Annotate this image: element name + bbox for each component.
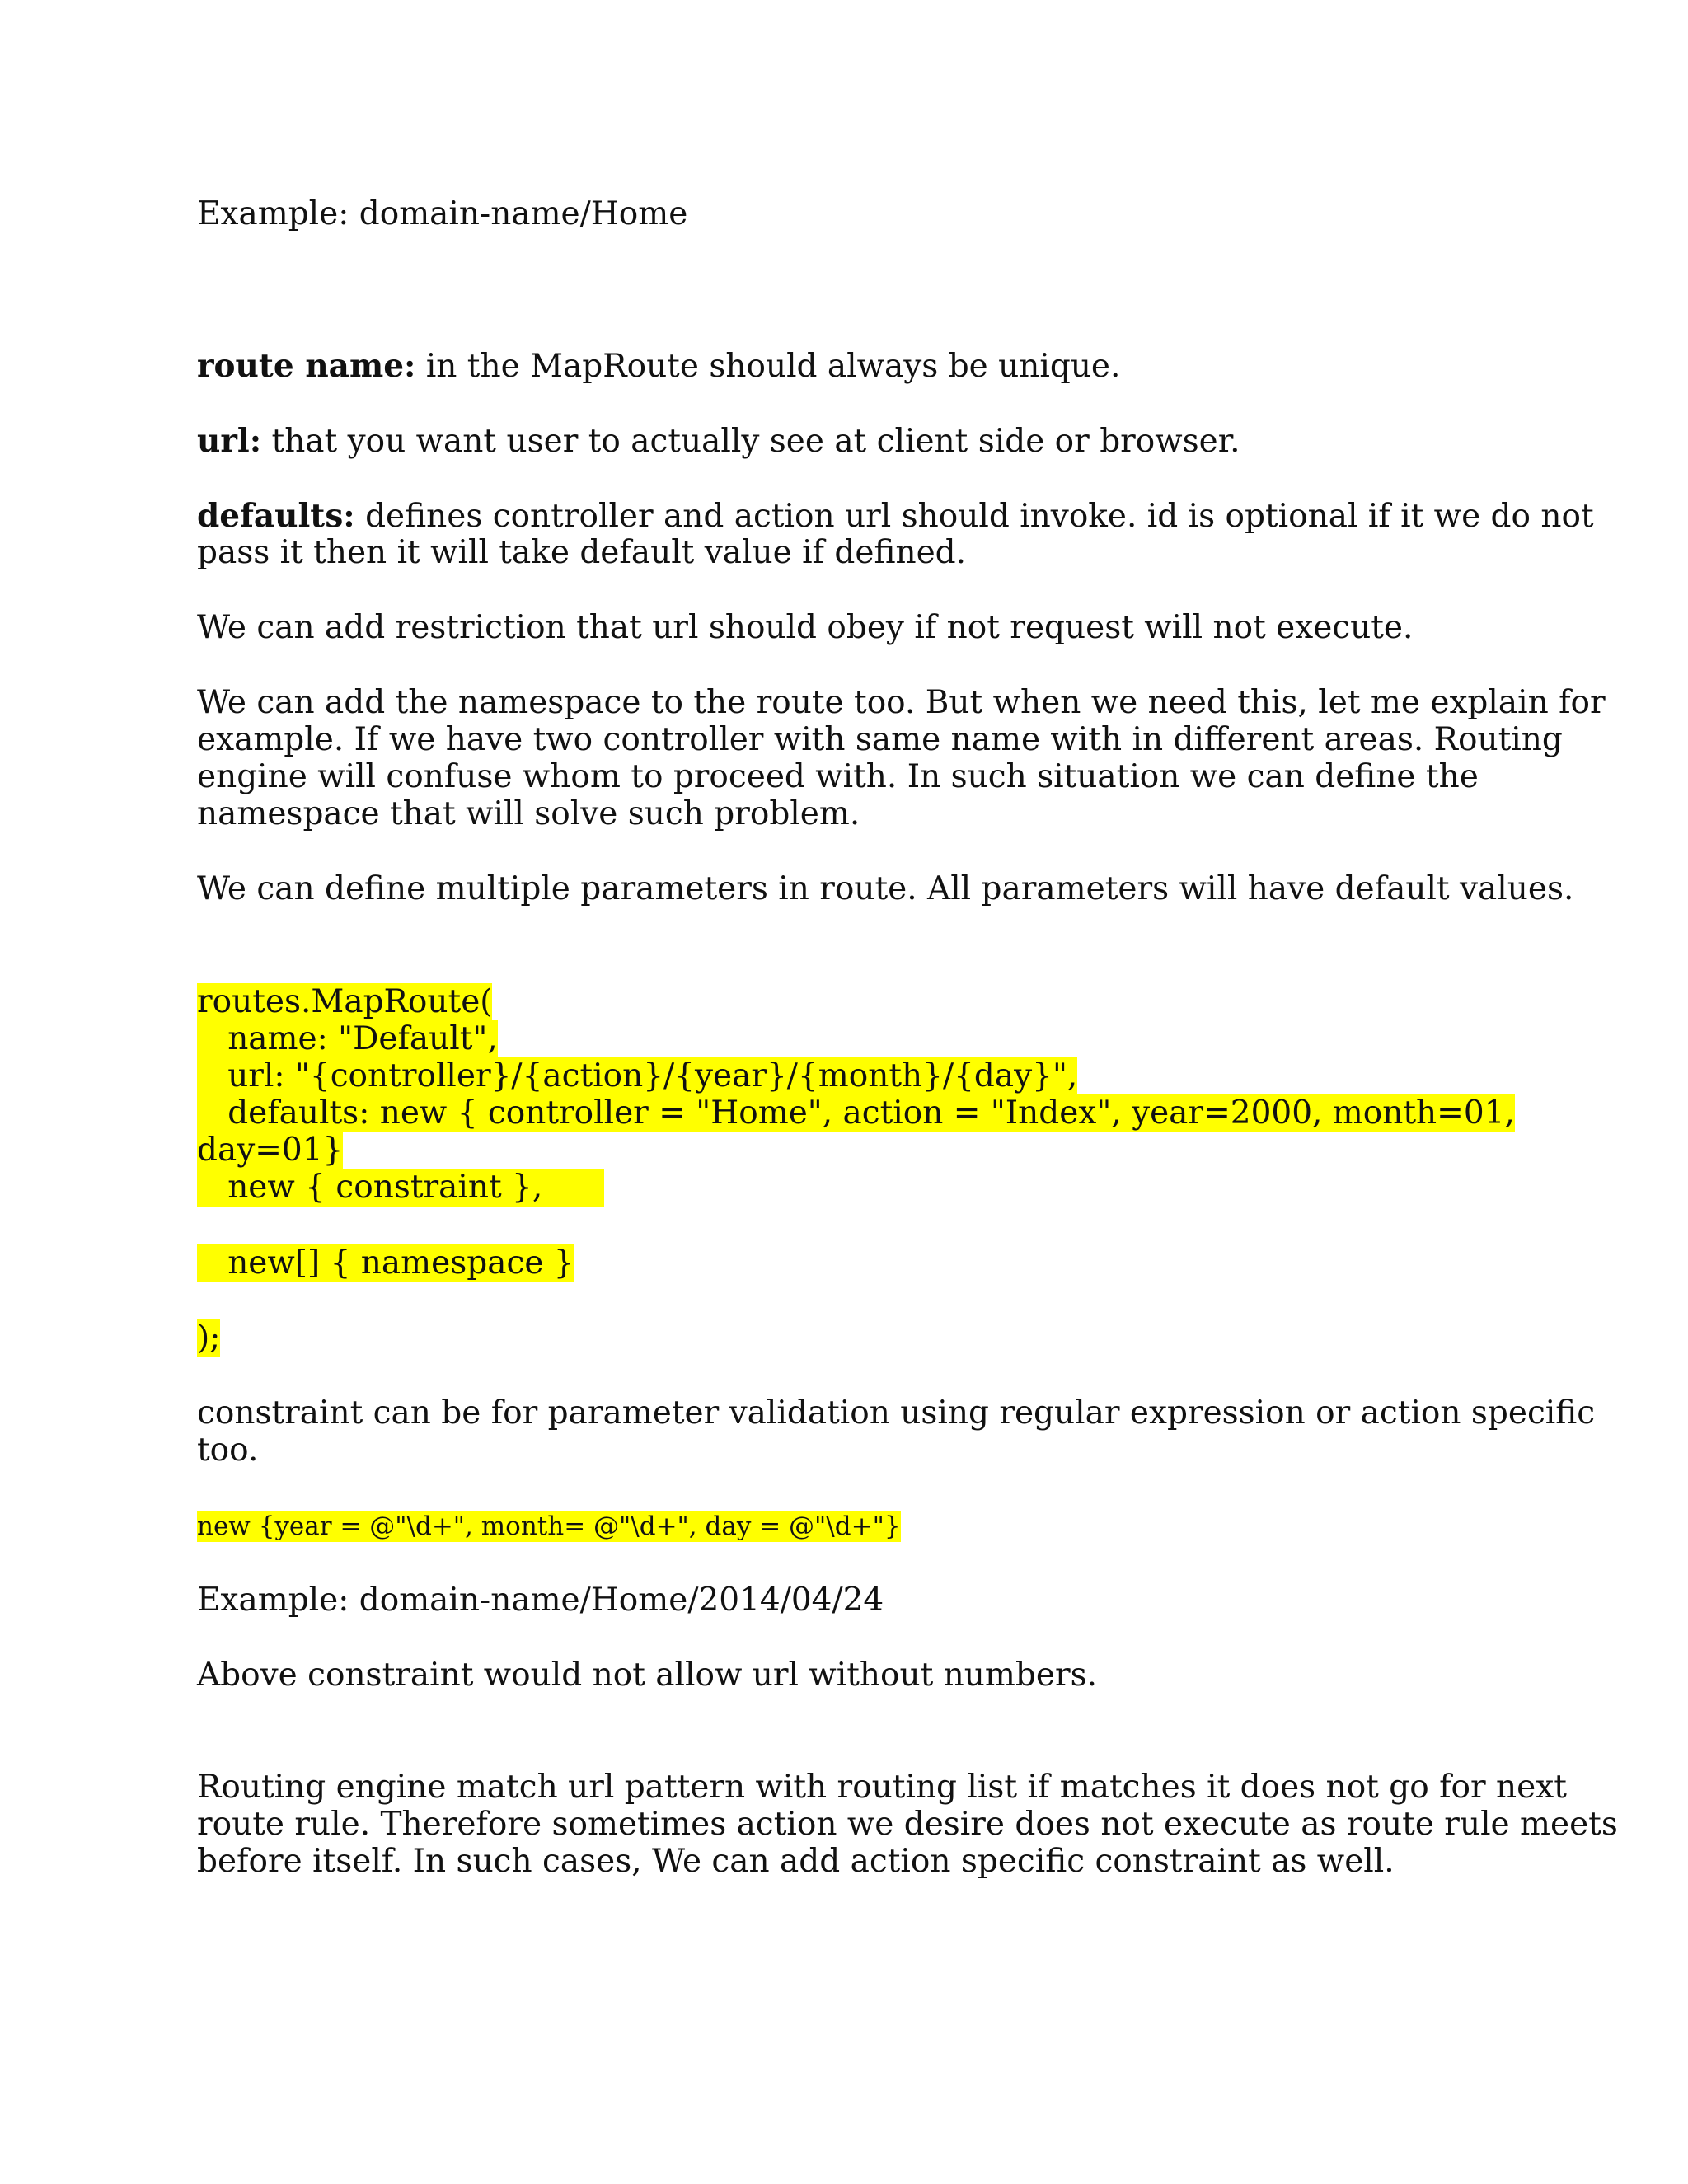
code-block-line: [197, 983, 492, 1021]
code-line-6: new { constraint },: [197, 1169, 604, 1206]
code-line-8: );: [197, 1319, 221, 1357]
namespace-paragraph-line-2: example. If we have two controller with same name with in different areas. Routing: [197, 721, 1563, 758]
route-name-paragraph: [197, 347, 1120, 386]
route-name-term: route name:: [197, 347, 416, 385]
constraint-code-line: [197, 1511, 901, 1542]
example-home-date: Example: domain-name/Home/2014/04/24: [197, 1582, 884, 1619]
code-line-1: routes.MapRoute(: [197, 983, 493, 1020]
code-block-line: [197, 1169, 604, 1207]
restriction-paragraph: We can add restriction that url should obey if not request will not execute.: [197, 609, 1414, 646]
defaults-term: defaults:: [197, 497, 355, 535]
defaults-desc-line-2: pass it then it will take default value if defined.: [197, 534, 967, 571]
code-line-7: new[] { namespace }: [197, 1244, 574, 1282]
code-block-line: [197, 1020, 498, 1058]
constraint-paragraph-line-1: constraint can be for parameter validation using regular expression or action specific: [197, 1394, 1596, 1432]
constraint-paragraph-line-2: too.: [197, 1432, 259, 1469]
code-line-4: defaults: new { controller = "Home", action = "Index", year=2000, month=01,: [197, 1094, 1515, 1132]
namespace-paragraph-line-3: engine will confuse whom to proceed with. In such situation we can define the: [197, 758, 1479, 795]
routing-paragraph-line-2: route rule. Therefore sometimes action we desire does not execute as route rule meets: [197, 1806, 1618, 1843]
code-block-line: [197, 1244, 574, 1282]
routing-paragraph-line-3: before itself. In such cases, We can add action specific constraint as well.: [197, 1843, 1395, 1880]
code-block-line: [197, 1057, 1077, 1095]
code-block-line: [197, 1132, 343, 1169]
above-constraint-paragraph: Above constraint would not allow url without numbers.: [197, 1657, 1097, 1694]
namespace-paragraph-line-4: namespace that will solve such problem.: [197, 795, 860, 832]
defaults-desc-line-1: defines controller and action url should invoke. id is optional if it we do not: [354, 498, 1594, 535]
multiple-params-paragraph: We can define multiple parameters in route. All parameters will have default values.: [197, 870, 1574, 907]
routing-paragraph-line-1: Routing engine match url pattern with routing list if matches it does not go for next: [197, 1769, 1567, 1806]
url-desc: that you want user to actually see at client side or browser.: [261, 423, 1240, 460]
namespace-paragraph-line-1: We can add the namespace to the route too. But when we need this, let me explain for: [197, 684, 1606, 721]
code-line-3: url: "{controller}/{action}/{year}/{month}/{day}",: [197, 1057, 1078, 1094]
url-paragraph: [197, 422, 1240, 461]
example-home: Example: domain-name/Home: [197, 195, 688, 232]
code-block-line: [197, 1094, 1515, 1132]
url-term: url:: [197, 422, 262, 460]
route-name-desc: in the MapRoute should always be unique.: [415, 348, 1121, 385]
defaults-paragraph: [197, 497, 1594, 536]
constraint-code: new {year = @"\d+", month= @"\d+", day = @"\d+"}: [197, 1511, 901, 1541]
code-block-line: [197, 1319, 220, 1357]
code-line-2: name: "Default",: [197, 1020, 498, 1057]
code-line-5: day=01}: [197, 1132, 344, 1169]
